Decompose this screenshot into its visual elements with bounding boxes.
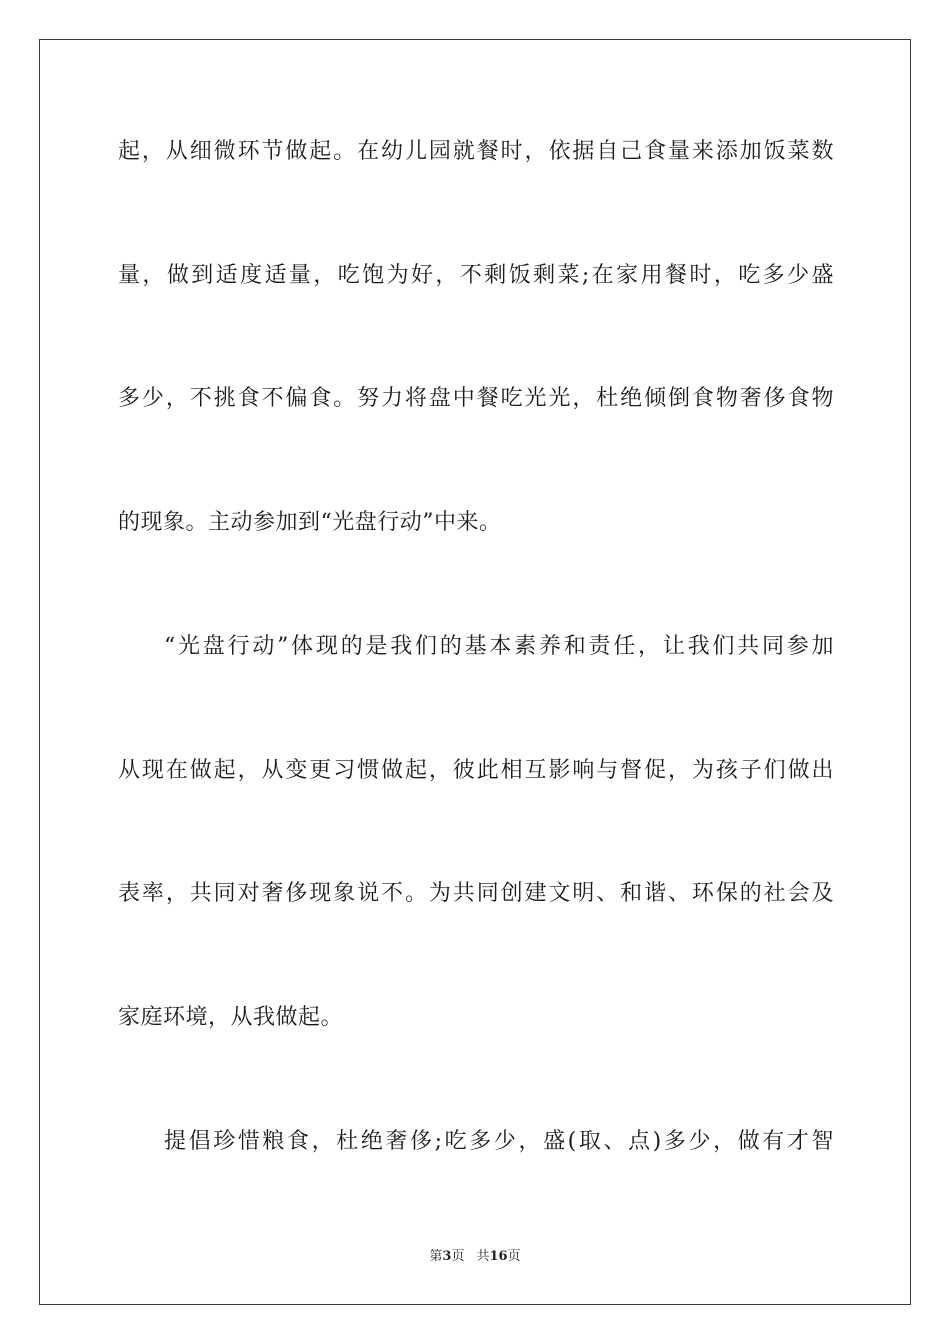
- text-line-7: 表率，共同对奢侈现象说不。为共同创建文明、和谐、环保的社会及: [118, 881, 834, 906]
- page-label-prefix: 第: [429, 1249, 443, 1264]
- page-footer: [0, 1248, 950, 1266]
- text-line-3: 多少，不挑食不偏食。努力将盘中餐吃光光，杜绝倾倒食物奢侈食物: [118, 386, 834, 411]
- page-border: [39, 39, 911, 1305]
- text-line-9: 提倡珍惜粮食，杜绝奢侈;吃多少，盛(取、点)多少，做有才智: [164, 1129, 834, 1154]
- text-line-4: 的现象。主动参加到“光盘行动”中来。: [118, 510, 502, 535]
- page-number: 3: [442, 1249, 452, 1264]
- text-line-2: 量，做到适度适量，吃饱为好，不剩饭剩菜;在家用餐时，吃多少盛: [118, 263, 834, 288]
- text-line-1: 起，从细微环节做起。在幼儿园就餐时，依据自己食量来添加饭菜数: [118, 139, 834, 164]
- page-label-suffix: 页: [451, 1249, 465, 1264]
- total-label-prefix: 共: [476, 1249, 490, 1264]
- total-label-suffix: 页: [507, 1249, 521, 1264]
- text-line-6: 从现在做起，从变更习惯做起，彼此相互影响与督促，为孩子们做出: [118, 758, 834, 783]
- total-pages: 16: [489, 1249, 508, 1264]
- text-line-5: “光盘行动”体现的是我们的基本素养和责任，让我们共同参加: [164, 634, 834, 659]
- text-line-8: 家庭环境，从我做起。: [118, 1005, 344, 1030]
